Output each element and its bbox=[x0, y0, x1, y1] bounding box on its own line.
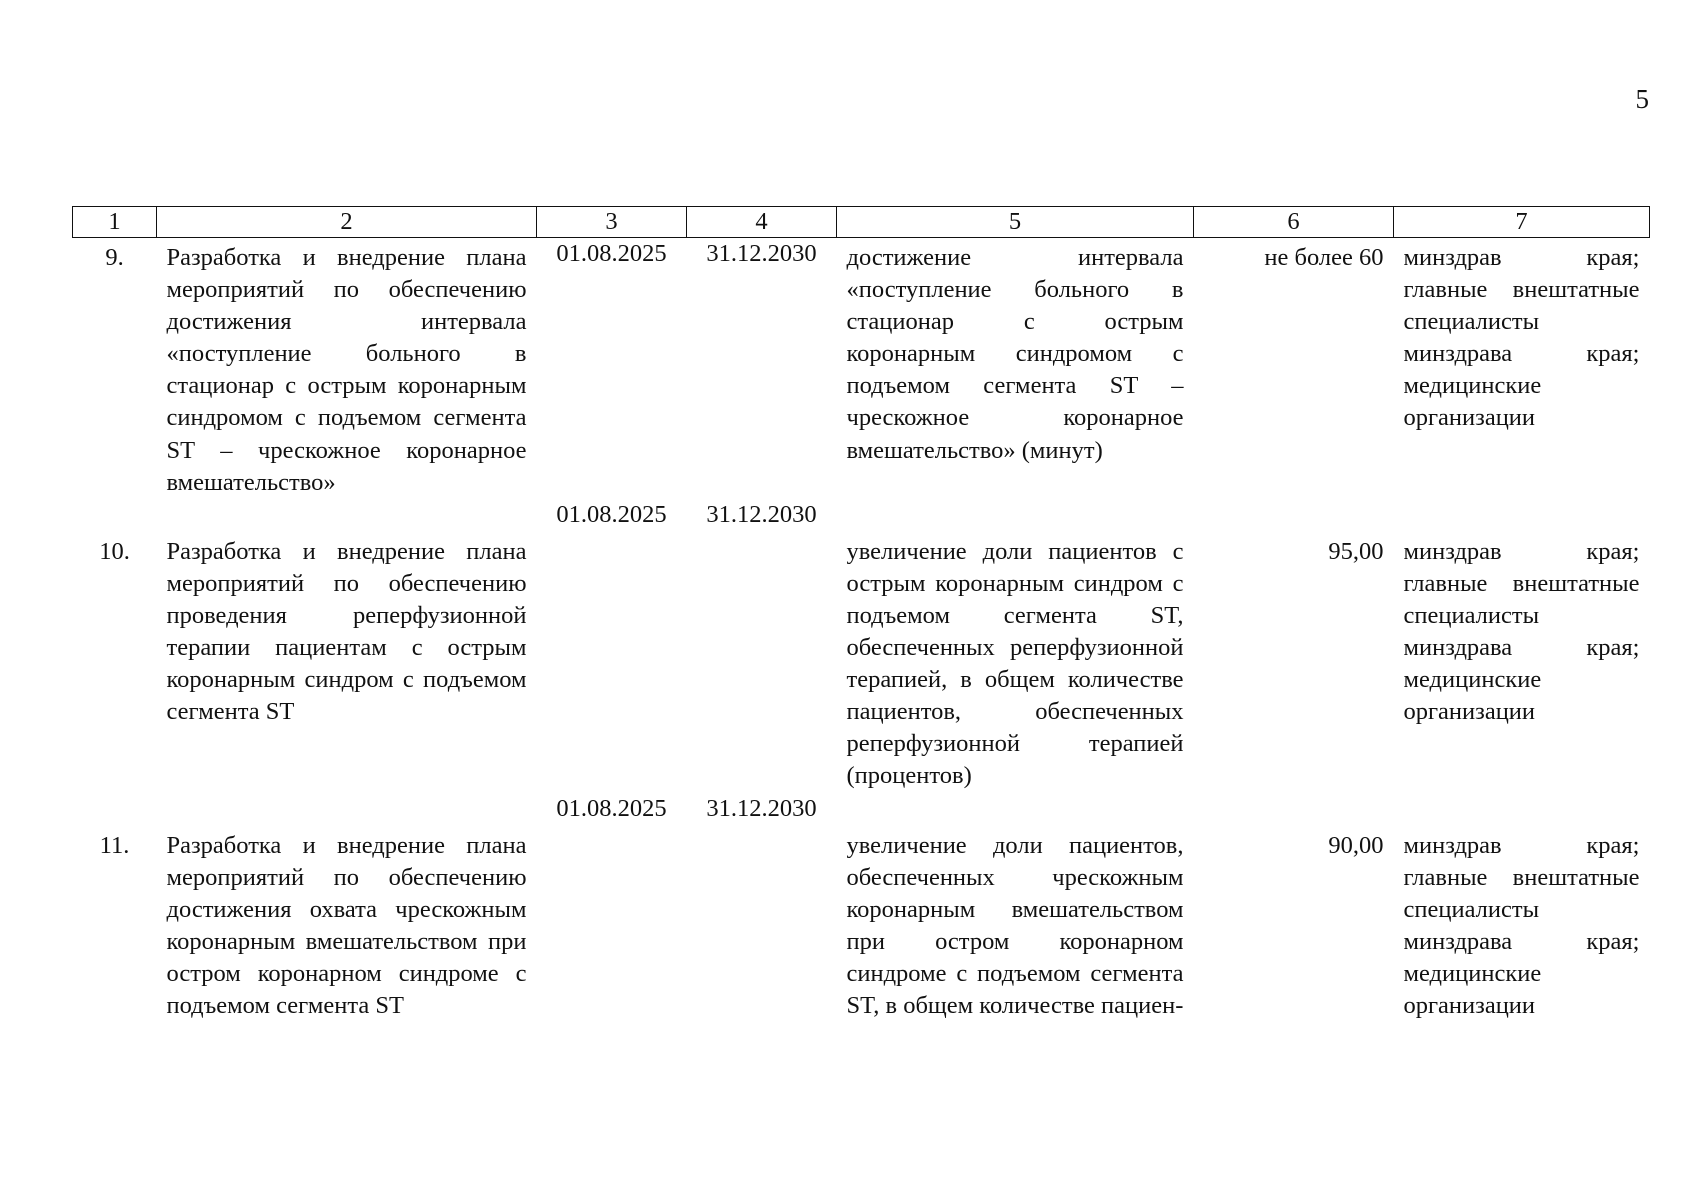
table-row bbox=[73, 238, 1650, 499]
activity-name: Разработка и внедрение плана мероприятий по обеспечению достижения охвата чрескожным коронарным вмешательством при остром коронарном синдроме с подъемом сегмента ST bbox=[166, 831, 527, 1019]
header-col-3: 3 bbox=[537, 207, 687, 238]
target-value: 95,00 bbox=[1328, 537, 1384, 565]
header-col-4: 4 bbox=[687, 207, 837, 238]
header-col-1: 1 bbox=[73, 207, 157, 238]
row-number: 10. bbox=[99, 537, 130, 565]
target-value: не более 60 bbox=[1264, 244, 1384, 271]
row-number: 9. bbox=[105, 244, 124, 271]
page-number: 5 bbox=[1635, 84, 1649, 114]
start-date: 01.08.2025 bbox=[556, 794, 667, 822]
indicator: увеличение доли пациентов, обеспеченных чрескожным коронарным вмешательством при остром коронарном синдроме с подъемом сегмента ST, в общем количестве пациен- bbox=[846, 831, 1184, 1019]
indicator: увеличение доли пациентов с острым коронарным синдром с подъемом сегмента ST, обеспеченных реперфузионной терапией, в общем количестве пациентов, обеспеченных реперфузионной терапией (процентов) bbox=[846, 537, 1184, 790]
header-col-6: 6 bbox=[1194, 207, 1394, 238]
row-number: 11. bbox=[99, 831, 130, 859]
executors: минздрав края; главные внештатные специалисты минздрава края; медицинские организации bbox=[1403, 244, 1640, 432]
header-col-7: 7 bbox=[1394, 207, 1650, 238]
table-header bbox=[73, 207, 1650, 238]
table-row bbox=[73, 793, 1650, 1023]
executors: минздрав края; главные внештатные специалисты минздрава края; медицинские организации bbox=[1403, 831, 1640, 1019]
header-row bbox=[73, 207, 1650, 238]
table-body bbox=[73, 238, 1650, 1023]
executors: минздрав края; главные внештатные специалисты минздрава края; медицинские организации bbox=[1403, 537, 1640, 726]
start-date: 01.08.2025 bbox=[556, 500, 667, 528]
activities-table bbox=[72, 206, 1650, 1022]
activity-name: Разработка и внедрение плана мероприятий по обеспечению проведения реперфузионной терапии пациентам с острым коронарным синдром с подъемом сегмента ST bbox=[166, 537, 527, 726]
end-date: 31.12.2030 bbox=[706, 240, 817, 267]
target-value: 90,00 bbox=[1328, 831, 1384, 859]
header-col-5: 5 bbox=[837, 207, 1194, 238]
table-row bbox=[73, 499, 1650, 793]
end-date: 31.12.2030 bbox=[706, 794, 817, 822]
activity-name: Разработка и внедрение плана мероприятий по обеспечению достижения интервала «поступление больного в стационар с острым коронарным синдромом с подъемом сегмента ST – чрескожное коронарное вмешательство» bbox=[166, 244, 527, 496]
header-col-2: 2 bbox=[157, 207, 537, 238]
end-date: 31.12.2030 bbox=[706, 500, 817, 528]
indicator: достижение интервала «поступление больного в стационар с острым коронарным синдромом с подъемом сегмента ST – чрескожное коронарное вмешательство» (минут) bbox=[846, 244, 1184, 464]
start-date: 01.08.2025 bbox=[556, 240, 667, 267]
